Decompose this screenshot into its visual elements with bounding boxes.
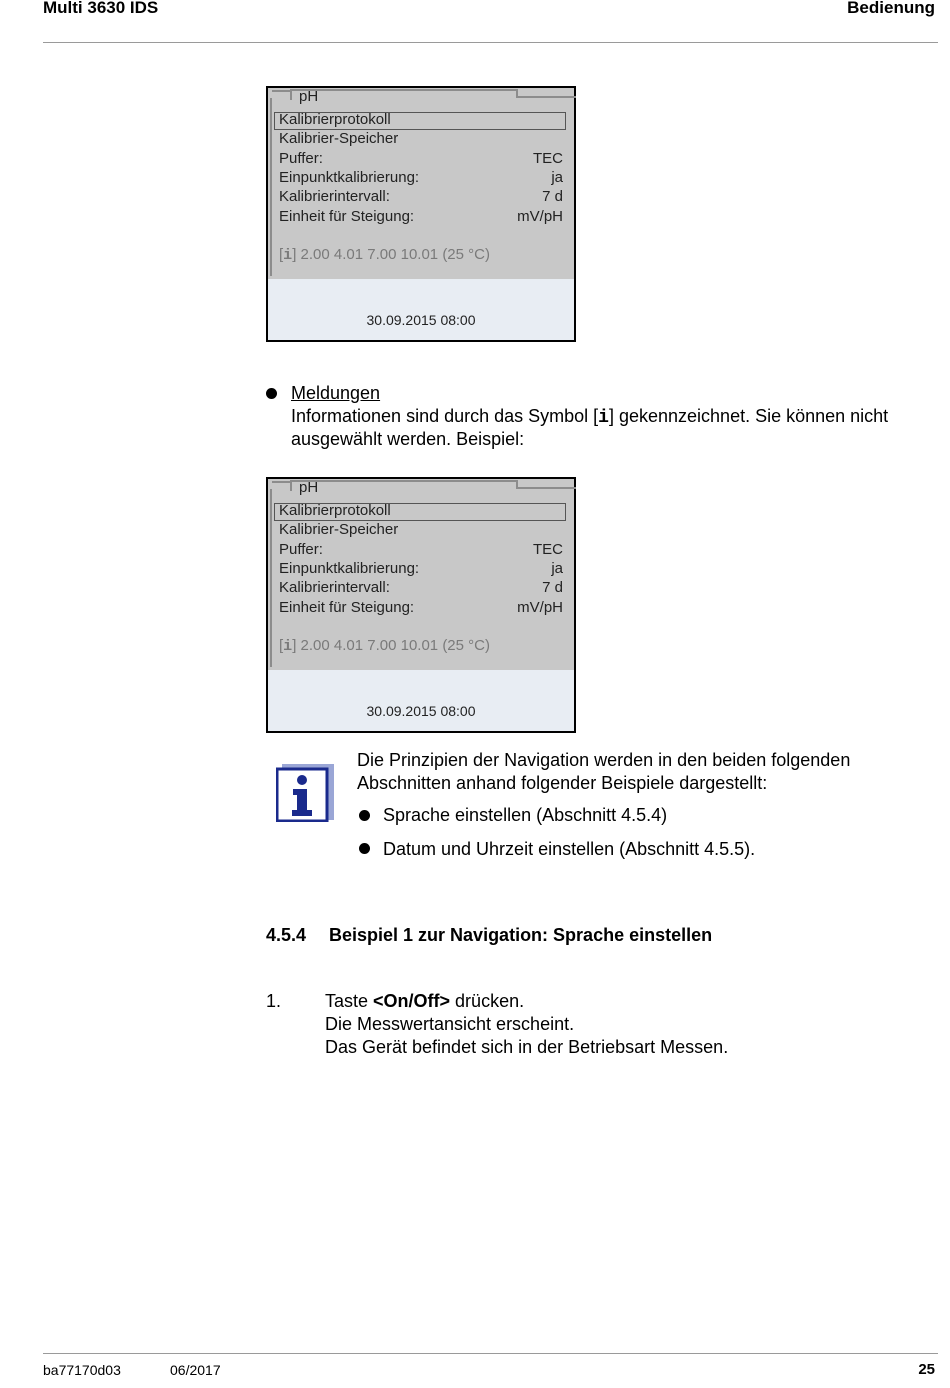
header-title: Multi 3630 IDS (43, 0, 159, 17)
setting-row-einpunktkalibrierung[interactable] (279, 560, 563, 579)
header-divider (43, 42, 938, 43)
screen-menu-area (268, 88, 574, 279)
footer-doc-id: ba77170d03 (43, 1362, 121, 1378)
section-heading (266, 925, 712, 946)
setting-value: mV/pH (517, 208, 563, 225)
bullet-icon (359, 810, 370, 821)
setting-value: ja (551, 560, 563, 577)
setting-value: 7 d (542, 188, 563, 205)
device-screen-2 (266, 477, 576, 733)
setting-row-einheit-steigung[interactable] (279, 208, 563, 227)
status-datetime: 30.09.2015 08:00 (366, 703, 476, 719)
tab-border (290, 89, 517, 99)
screen-menu-area (268, 479, 574, 670)
setting-value: ja (551, 169, 563, 186)
setting-label: Einpunktkalibrierung: (279, 560, 420, 577)
tab-border (518, 96, 576, 98)
text: Informationen sind durch das Symbol [ (291, 406, 599, 426)
footer-date: 06/2017 (170, 1362, 221, 1378)
key-label: <On/Off> (373, 991, 451, 1011)
footer-divider (43, 1353, 938, 1354)
buffer-values: 2.00 4.01 7.00 10.01 (25 °C) (296, 637, 490, 654)
info-symbol-icon: i (283, 638, 293, 655)
note-line2: Abschnitten anhand folgender Beispiele dargestellt: (357, 773, 768, 793)
setting-row-puffer[interactable] (279, 150, 563, 169)
bullet-icon (266, 388, 277, 399)
setting-label: Einheit für Steigung: (279, 208, 415, 225)
screen-title: pH (299, 479, 319, 496)
step-number: 1. (266, 991, 282, 1011)
section-number: 4.5.4 (266, 925, 307, 945)
setting-label: Puffer: (279, 541, 323, 558)
step1-line2: Die Messwertansicht erscheint. (325, 1014, 575, 1034)
page-number: 25 (918, 1361, 935, 1378)
note-bullet-2: Datum und Uhrzeit einstellen (Abschnitt 4.5.5). (383, 839, 756, 859)
info-message (279, 637, 490, 655)
tab-border (270, 489, 272, 667)
step1-line1 (325, 990, 524, 1013)
info-message (279, 246, 490, 264)
meldungen-heading (291, 382, 380, 405)
menu-item-label: Kalibrier-Speicher (279, 521, 399, 538)
setting-label: Kalibrierintervall: (279, 188, 390, 205)
setting-label: Kalibrierintervall: (279, 579, 390, 596)
menu-item-label: Kalibrier-Speicher (279, 130, 399, 147)
setting-row-einpunktkalibrierung[interactable] (279, 169, 563, 188)
menu-item-kalibrier-speicher[interactable] (279, 130, 563, 149)
tab-border (290, 480, 517, 490)
text: Taste (325, 991, 374, 1011)
buffer-values: 2.00 4.01 7.00 10.01 (25 °C) (296, 246, 490, 263)
setting-row-puffer[interactable] (279, 541, 563, 560)
setting-row-kalibrierintervall[interactable] (279, 188, 563, 207)
setting-row-einheit-steigung[interactable] (279, 599, 563, 618)
tab-border (270, 98, 272, 276)
step1-line3: Das Gerät befindet sich in der Betriebsart Messen. (325, 1037, 729, 1057)
info-icon (276, 760, 334, 822)
info-symbol-icon: i (283, 247, 293, 264)
bracket: ] (292, 637, 297, 654)
bracket: ] (292, 246, 297, 263)
tab-border (272, 90, 292, 100)
bracket: [ (279, 637, 284, 654)
setting-label: Puffer: (279, 150, 323, 167)
setting-row-kalibrierintervall[interactable] (279, 579, 563, 598)
setting-value: mV/pH (517, 599, 563, 616)
info-symbol-icon: i (598, 408, 609, 428)
setting-value: 7 d (542, 579, 563, 596)
bullet-icon (359, 843, 370, 854)
note-line1: Die Prinzipien der Navigation werden in den beiden folgenden (357, 750, 851, 770)
menu-item-label: Kalibrierprotokoll (279, 111, 391, 128)
meldungen-line1 (291, 405, 888, 430)
header-section: Bedienung (847, 0, 935, 17)
status-datetime: 30.09.2015 08:00 (366, 312, 476, 328)
note-bullet-1: Sprache einstellen (Abschnitt 4.5.4) (383, 805, 668, 825)
setting-value: TEC (533, 150, 563, 167)
setting-label: Einpunktkalibrierung: (279, 169, 420, 186)
menu-item-label: Kalibrierprotokoll (279, 502, 391, 519)
text: ] gekennzeichnet. Sie können nicht (608, 406, 889, 426)
meldungen-heading-text: Meldungen (291, 383, 381, 403)
setting-label: Einheit für Steigung: (279, 599, 415, 616)
tab-border (518, 487, 576, 489)
menu-item-kalibrier-speicher[interactable] (279, 521, 563, 540)
meldungen-line2: ausgewählt werden. Beispiel: (291, 429, 525, 449)
menu-item-kalibrierprotokoll[interactable] (279, 502, 563, 521)
section-title: Beispiel 1 zur Navigation: Sprache einstellen (329, 925, 713, 945)
screen-title: pH (299, 88, 319, 105)
tab-border (272, 481, 292, 491)
text: drücken. (450, 991, 525, 1011)
bracket: [ (279, 246, 284, 263)
menu-item-kalibrierprotokoll[interactable] (279, 111, 563, 130)
setting-value: TEC (533, 541, 563, 558)
device-screen-1 (266, 86, 576, 342)
